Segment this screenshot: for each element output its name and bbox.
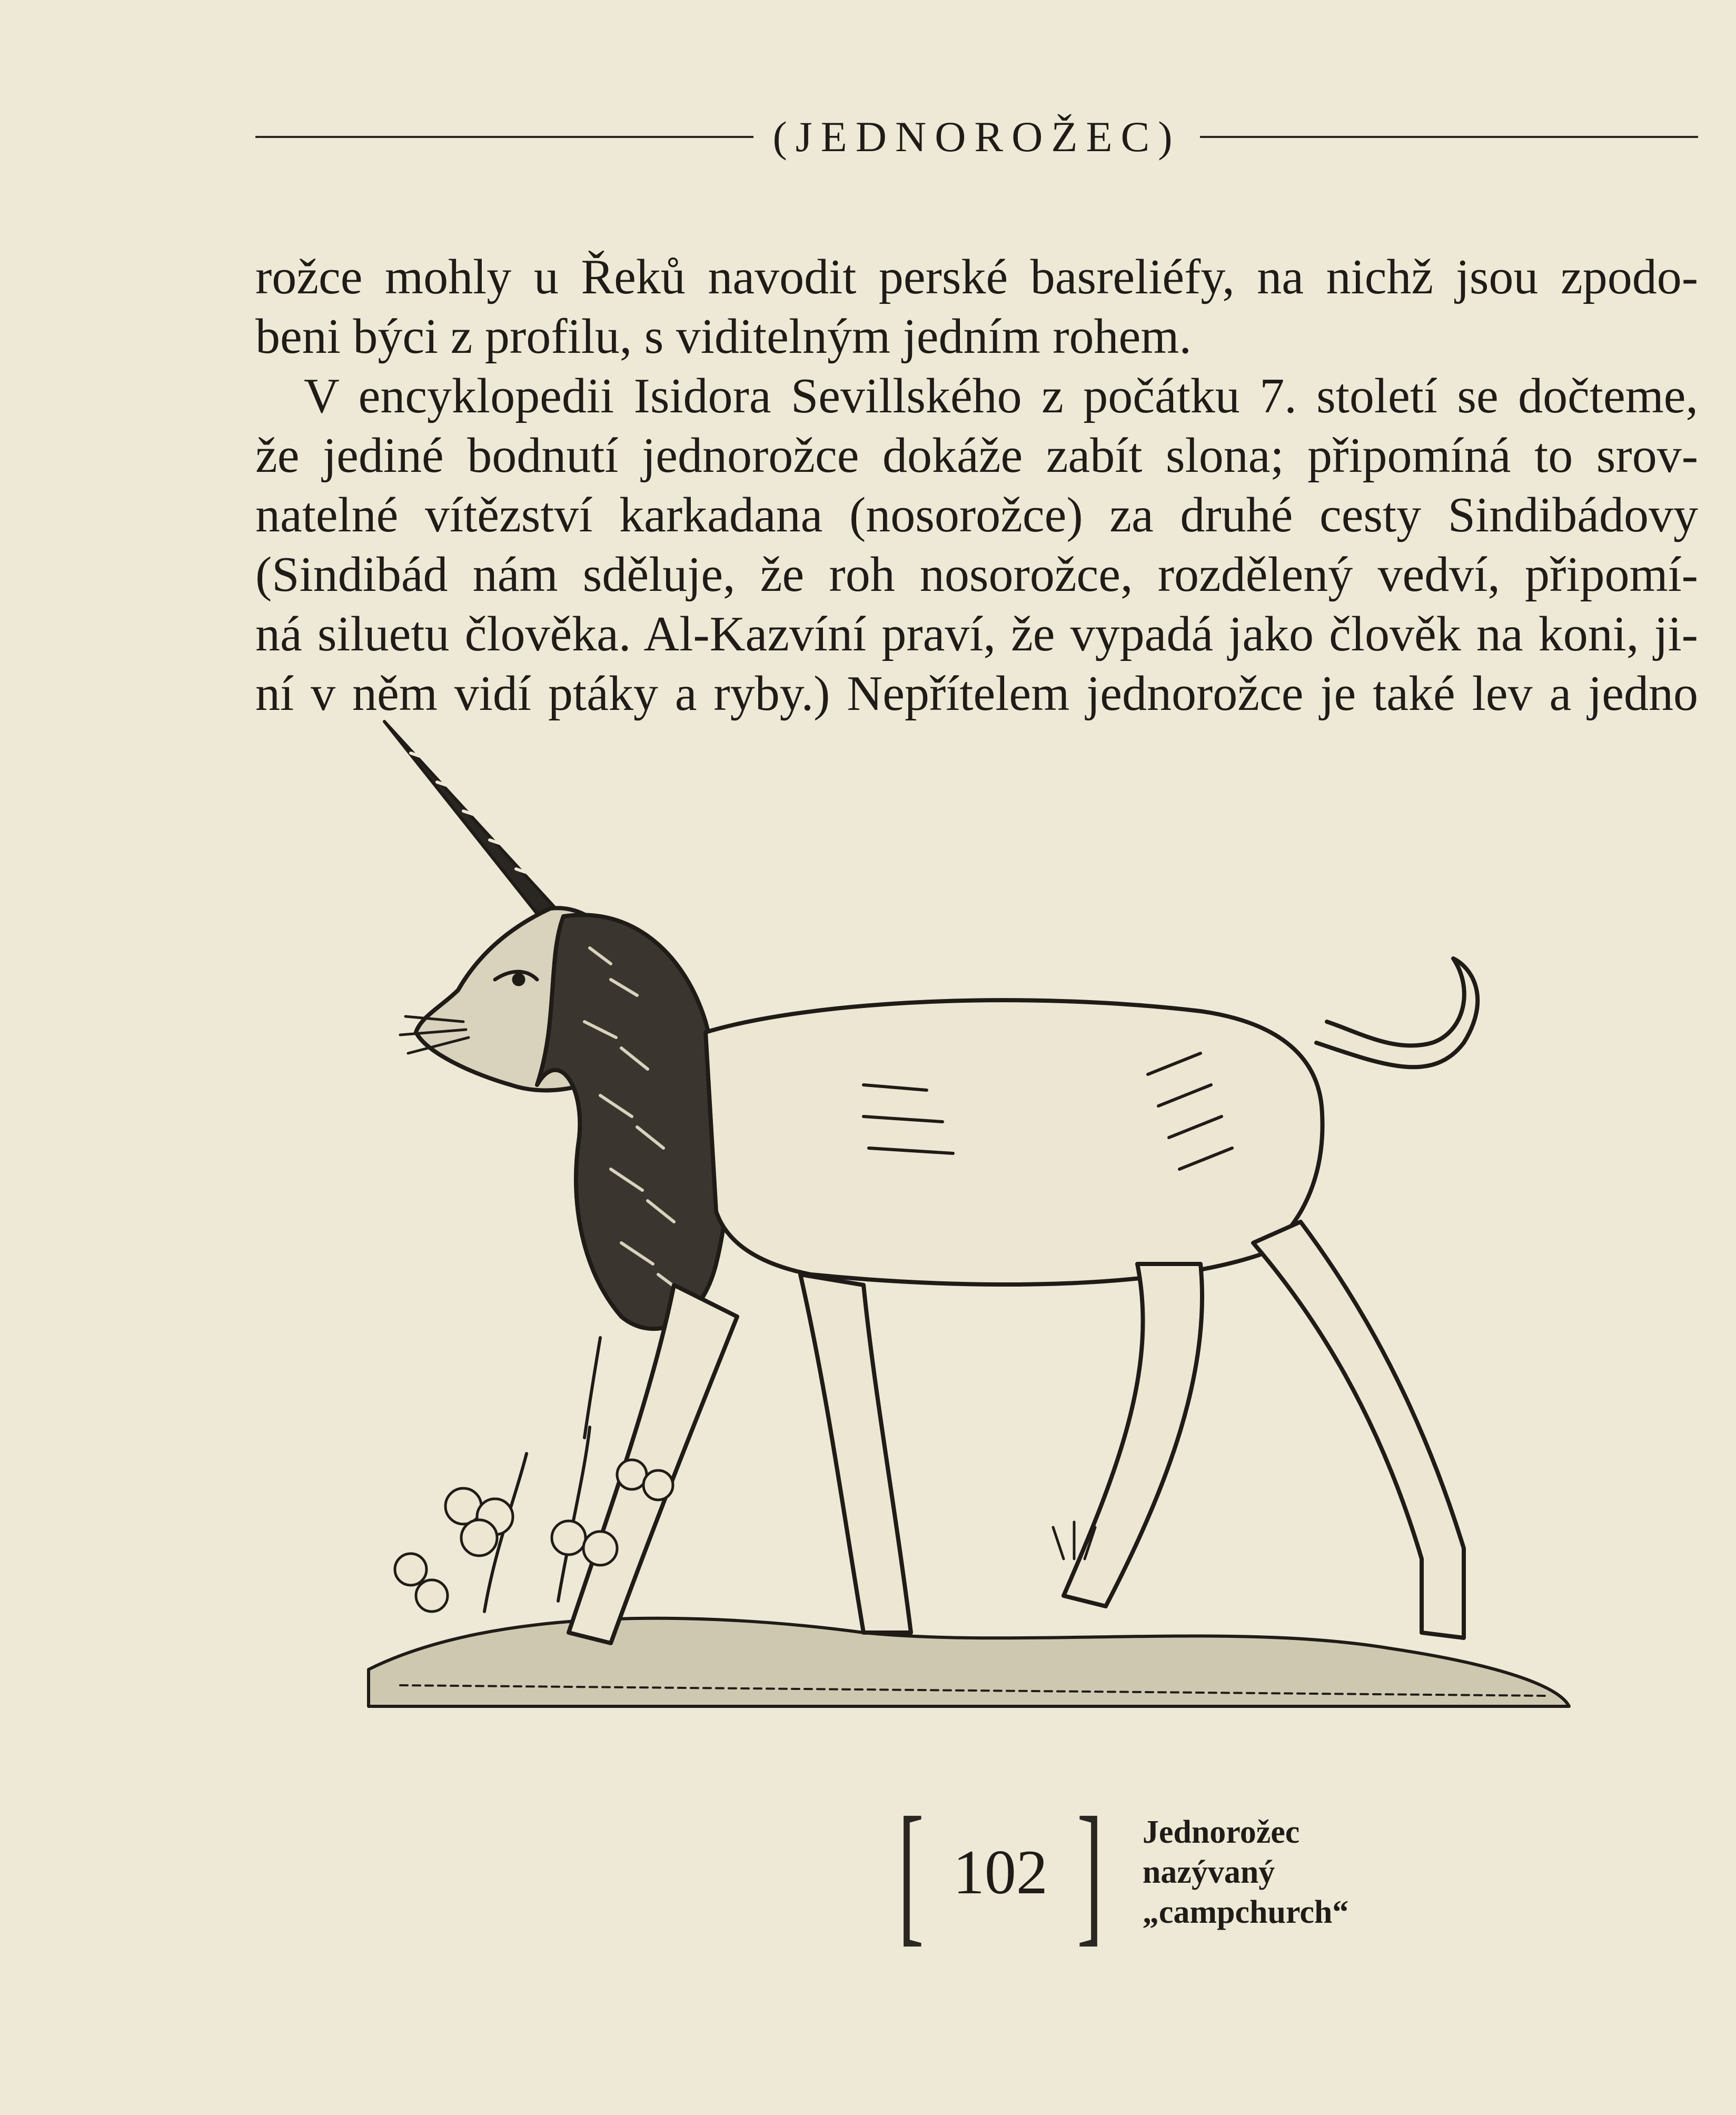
ground-mound [369, 1618, 1569, 1706]
running-head [255, 108, 1698, 166]
body-line: natelné vítězství karkadana (nosorožce) za druhé cesty Sindibádovy [255, 488, 1698, 542]
unicorn-mane [537, 915, 728, 1329]
body-line: ní v něm vidí ptáky a ryby.) Nepřítelem jednorožce je také lev a jedno [255, 666, 1698, 721]
left-bracket: [ [897, 1785, 924, 1960]
caption-line: „campchurch“ [1142, 1894, 1349, 1930]
right-bracket: ] [1076, 1785, 1103, 1960]
body-text [255, 248, 1698, 724]
caption-line: Jednorožec [1142, 1814, 1300, 1850]
body-line: rožce mohly u Řeků navodit perské basreliéfy, na nichž jsou zpodo- [255, 250, 1698, 304]
body-line: V encyklopedii Isidora Sevillského z počátku 7. století se dočteme, [304, 369, 1698, 423]
unicorn-woodcut-illustration [337, 706, 1590, 1748]
body-line: ná siluetu člověka. Al-Kazvíní praví, že vypadá jako člověk na koni, ji- [255, 607, 1698, 661]
running-head-title: (JEDNOROŽEC) [772, 113, 1181, 161]
unicorn-hind-leg [1064, 1264, 1202, 1606]
running-head-rule-right [1200, 136, 1698, 138]
clover-plant [484, 1338, 600, 1612]
figure-caption [1143, 1812, 1349, 1932]
body-line: beni býci z profilu, s viditelným jedním rohem. [255, 309, 1192, 364]
running-head-rule-left [255, 136, 753, 138]
caption-line: nazývaný [1142, 1854, 1275, 1890]
unicorn-body [706, 1000, 1323, 1284]
unicorn-tail [1316, 958, 1477, 1067]
body-line: že jediné bodnutí jednorožce dokáže zabít slona; připomíná to srov- [255, 428, 1698, 483]
unicorn-hind-leg [1253, 1222, 1464, 1638]
unicorn-horn [384, 722, 558, 922]
unicorn-front-leg [569, 1285, 737, 1643]
figure-number: 102 [953, 1837, 1048, 1907]
unicorn-front-leg [800, 1274, 911, 1633]
body-line: (Sindibád nám sděluje, že roh nosorožce, rozdělený vedví, připomí- [255, 547, 1698, 602]
figure-caption-block [885, 1785, 1411, 1960]
